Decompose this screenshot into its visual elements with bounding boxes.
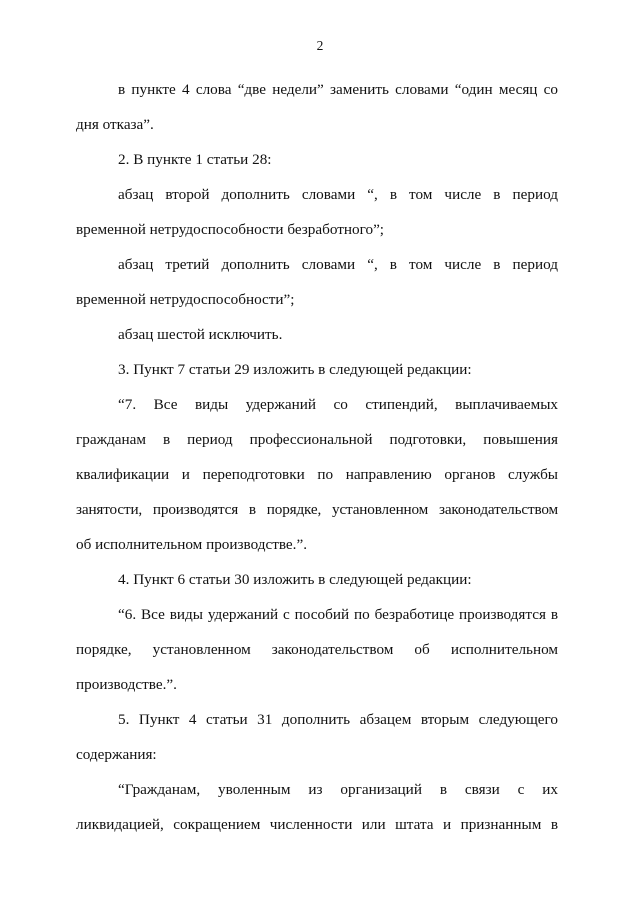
text-line: “6. Все виды удержаний с пособий по безработице производятся в bbox=[118, 606, 558, 623]
text-line: “Гражданам, уволенным из организаций в связи с их bbox=[118, 781, 558, 798]
text-line: занятости, производятся в порядке, установленном законодательством bbox=[76, 501, 558, 518]
text-line: квалификации и переподготовки по направлению органов службы bbox=[76, 466, 558, 483]
text-line: временной нетрудоспособности”; bbox=[76, 291, 295, 308]
text-line: “7. Все виды удержаний со стипендий, выплачиваемых bbox=[118, 396, 558, 413]
text-line: об исполнительном производстве.”. bbox=[76, 536, 307, 553]
text-line: абзац шестой исключить. bbox=[118, 326, 283, 343]
text-line: абзац третий дополнить словами “, в том числе в период bbox=[118, 256, 558, 273]
text-line: гражданам в период профессиональной подготовки, повышения bbox=[76, 431, 558, 448]
text-line: производстве.”. bbox=[76, 676, 177, 693]
text-line: ликвидацией, сокращением численности или штата и признанным в bbox=[76, 816, 558, 833]
text-line: содержания: bbox=[76, 746, 157, 763]
page-number: 2 bbox=[316, 38, 324, 53]
text-line: абзац второй дополнить словами “, в том числе в период bbox=[118, 186, 558, 203]
text-line: в пункте 4 слова “две недели” заменить словами “один месяц со bbox=[118, 81, 558, 98]
text-line: 2. В пункте 1 статьи 28: bbox=[118, 151, 272, 168]
text-line: порядке, установленном законодательством об исполнительном bbox=[76, 641, 558, 658]
text-line: 5. Пункт 4 статьи 31 дополнить абзацем вторым следующего bbox=[118, 711, 558, 728]
text-line: временной нетрудоспособности безработного”; bbox=[76, 221, 385, 238]
text-line: 3. Пункт 7 статьи 29 изложить в следующей редакции: bbox=[118, 361, 472, 378]
text-line: 4. Пункт 6 статьи 30 изложить в следующей редакции: bbox=[118, 571, 472, 588]
text-line: дня отказа”. bbox=[76, 116, 154, 133]
